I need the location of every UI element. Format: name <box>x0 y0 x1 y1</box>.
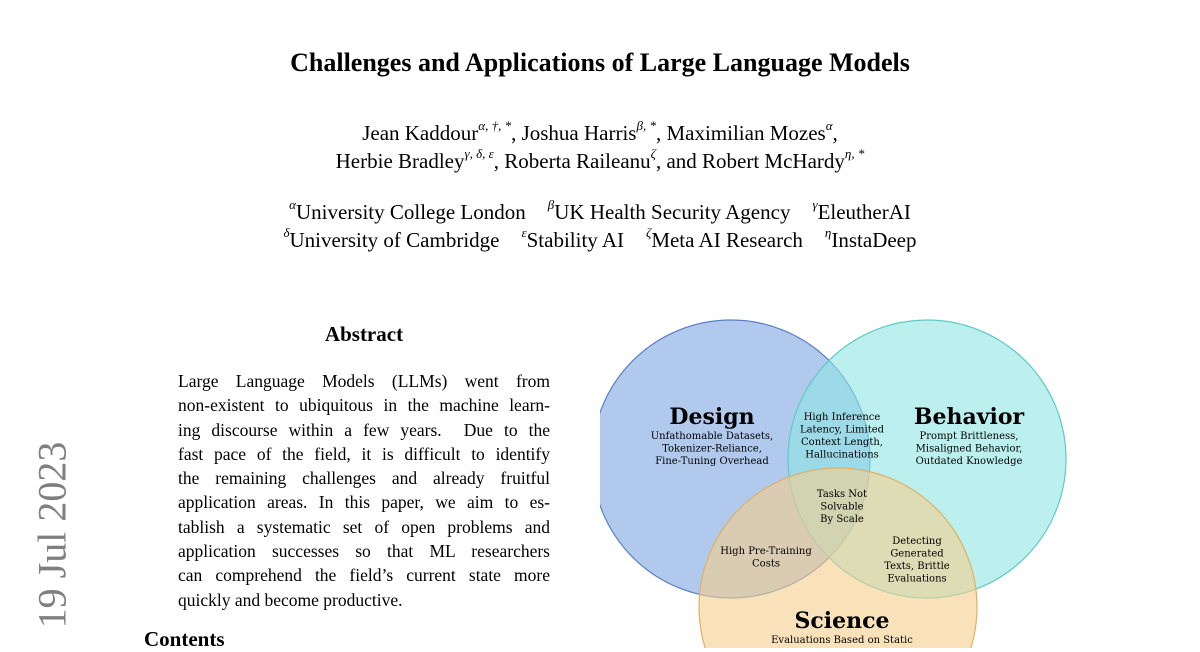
behavior-science-overlap <box>884 536 950 585</box>
abstract-heading: Abstract <box>324 322 404 346</box>
venn-label-line: Tasks Not <box>816 489 868 500</box>
venn-label-line: Texts, Brittle <box>884 561 950 572</box>
venn-label-line: Detecting <box>892 536 942 547</box>
science-title: Science <box>794 608 890 634</box>
affiliation-name: Meta AI Research <box>651 228 803 252</box>
abstract-line: can comprehend the field’s current state more <box>178 565 550 586</box>
paper-title: Challenges and Applications of Large Language Models <box>290 48 910 77</box>
affiliation <box>547 197 791 224</box>
venn-label-line: Fine-Tuning Overhead <box>655 456 769 467</box>
center-overlap <box>817 489 867 525</box>
venn-label-line: Outdated Knowledge <box>915 456 1023 467</box>
venn-label-line: Evaluations <box>887 573 947 585</box>
author-marker: γ, δ, ε <box>464 146 494 161</box>
abstract-line: non-existent to ubiquitous in the machine learn- <box>178 395 550 416</box>
affiliation-marker: η <box>824 225 832 240</box>
venn-label-line: Latency, Limited <box>799 424 885 436</box>
affiliation <box>812 197 911 224</box>
affiliation-marker: β <box>547 197 555 212</box>
behavior-title: Behavior <box>913 404 1025 430</box>
author-marker: β, * <box>636 118 656 133</box>
abstract-body <box>178 369 550 612</box>
venn-label-line: By Scale <box>820 514 864 525</box>
author-marker: ζ <box>650 146 656 161</box>
affiliation-marker: γ <box>812 197 818 212</box>
design-title: Design <box>669 404 755 430</box>
affiliation <box>289 197 526 224</box>
venn-label-line: Tokenizer-Reliance, <box>662 443 762 455</box>
abstract-line: quickly and become productive. <box>178 589 403 610</box>
affiliation-name: Stability AI <box>526 228 625 252</box>
venn-label-line: Prompt Brittleness, <box>919 431 1019 442</box>
author-marker: η, * <box>844 146 865 161</box>
abstract-line: tablish a systematic set of open problems and <box>178 516 550 537</box>
venn-circles <box>600 320 1066 648</box>
venn-diagram <box>600 310 1090 648</box>
venn-label-line: Unfathomable Datasets, <box>650 431 774 442</box>
authors-line-1: Jean Kaddour$^{\alpha, \dagger, *}$, Joshua Harris$^{\beta, *}$, Maximilian Mozes$^\alpha$, <box>362 118 838 145</box>
authors-line-2: Herbie Bradley$^{\gamma, \delta, \varepsilon}$, Roberta Raileanu$^\zeta$, and Robert McHardy$^{\eta, *}$ <box>335 146 865 173</box>
affiliations-line-1 <box>0 198 1200 226</box>
abstract-line: Large Language Models (LLMs) went from <box>178 371 550 391</box>
abstract-line: ing discourse within a few years. Due to the <box>178 419 550 440</box>
affiliation-name: University College London <box>295 200 526 224</box>
venn-label-line: Evaluations Based on Static <box>771 635 913 646</box>
affiliation <box>521 225 625 252</box>
author-name: Jean Kaddour <box>362 121 479 145</box>
venn-label-line: Costs <box>752 558 780 570</box>
affiliation-name: EleutherAI <box>817 200 911 224</box>
abstract-line: application successes so that ML researchers <box>178 541 550 562</box>
affiliation-marker: δ <box>283 225 290 240</box>
affiliation <box>283 225 500 252</box>
venn-label-line: Misaligned Behavior, <box>915 443 1023 455</box>
affiliation <box>646 225 803 252</box>
affiliation-name: InstaDeep <box>831 228 917 252</box>
author-name: Herbie Bradley <box>335 149 465 173</box>
affiliation <box>824 225 917 252</box>
venn-label-line: Hallucinations <box>805 449 879 461</box>
venn-label-line: High Pre-Training <box>720 546 812 557</box>
author-marker: α, †, * <box>478 118 512 133</box>
author-name: Maximilian Mozes <box>666 121 826 145</box>
abstract-line: application areas. In this paper, we aim to es- <box>178 492 550 513</box>
venn-label-line: Context Length, <box>801 437 883 448</box>
affiliation-marker: ε <box>521 225 527 240</box>
abstract-line: the remaining challenges and already fruitful <box>178 468 550 489</box>
design-behavior-overlap <box>800 412 885 461</box>
venn-label-line: High Inference <box>803 412 881 423</box>
affiliation-marker: α <box>289 197 296 212</box>
abstract-line: fast pace of the field, it is difficult to identify <box>178 443 550 464</box>
affiliation-marker: ζ <box>646 225 652 240</box>
venn-label-line: Solvable <box>820 501 864 513</box>
design-desc <box>651 431 774 467</box>
author-name: Robert McHardy <box>702 149 845 173</box>
author-name: Roberta Raileanu <box>504 149 651 173</box>
affiliation-name: University of Cambridge <box>289 228 500 252</box>
author-name: Joshua Harris <box>521 121 637 145</box>
contents-heading: Contents <box>144 627 225 651</box>
science-desc <box>771 635 913 646</box>
author-marker: α <box>825 118 833 133</box>
affiliations-line-2 <box>0 226 1200 254</box>
arxiv-date: 19 Jul 2023 <box>29 441 75 629</box>
behavior-desc <box>916 431 1023 467</box>
affiliation-name: UK Health Security Agency <box>554 200 791 224</box>
venn-label-line: Generated <box>890 548 944 560</box>
